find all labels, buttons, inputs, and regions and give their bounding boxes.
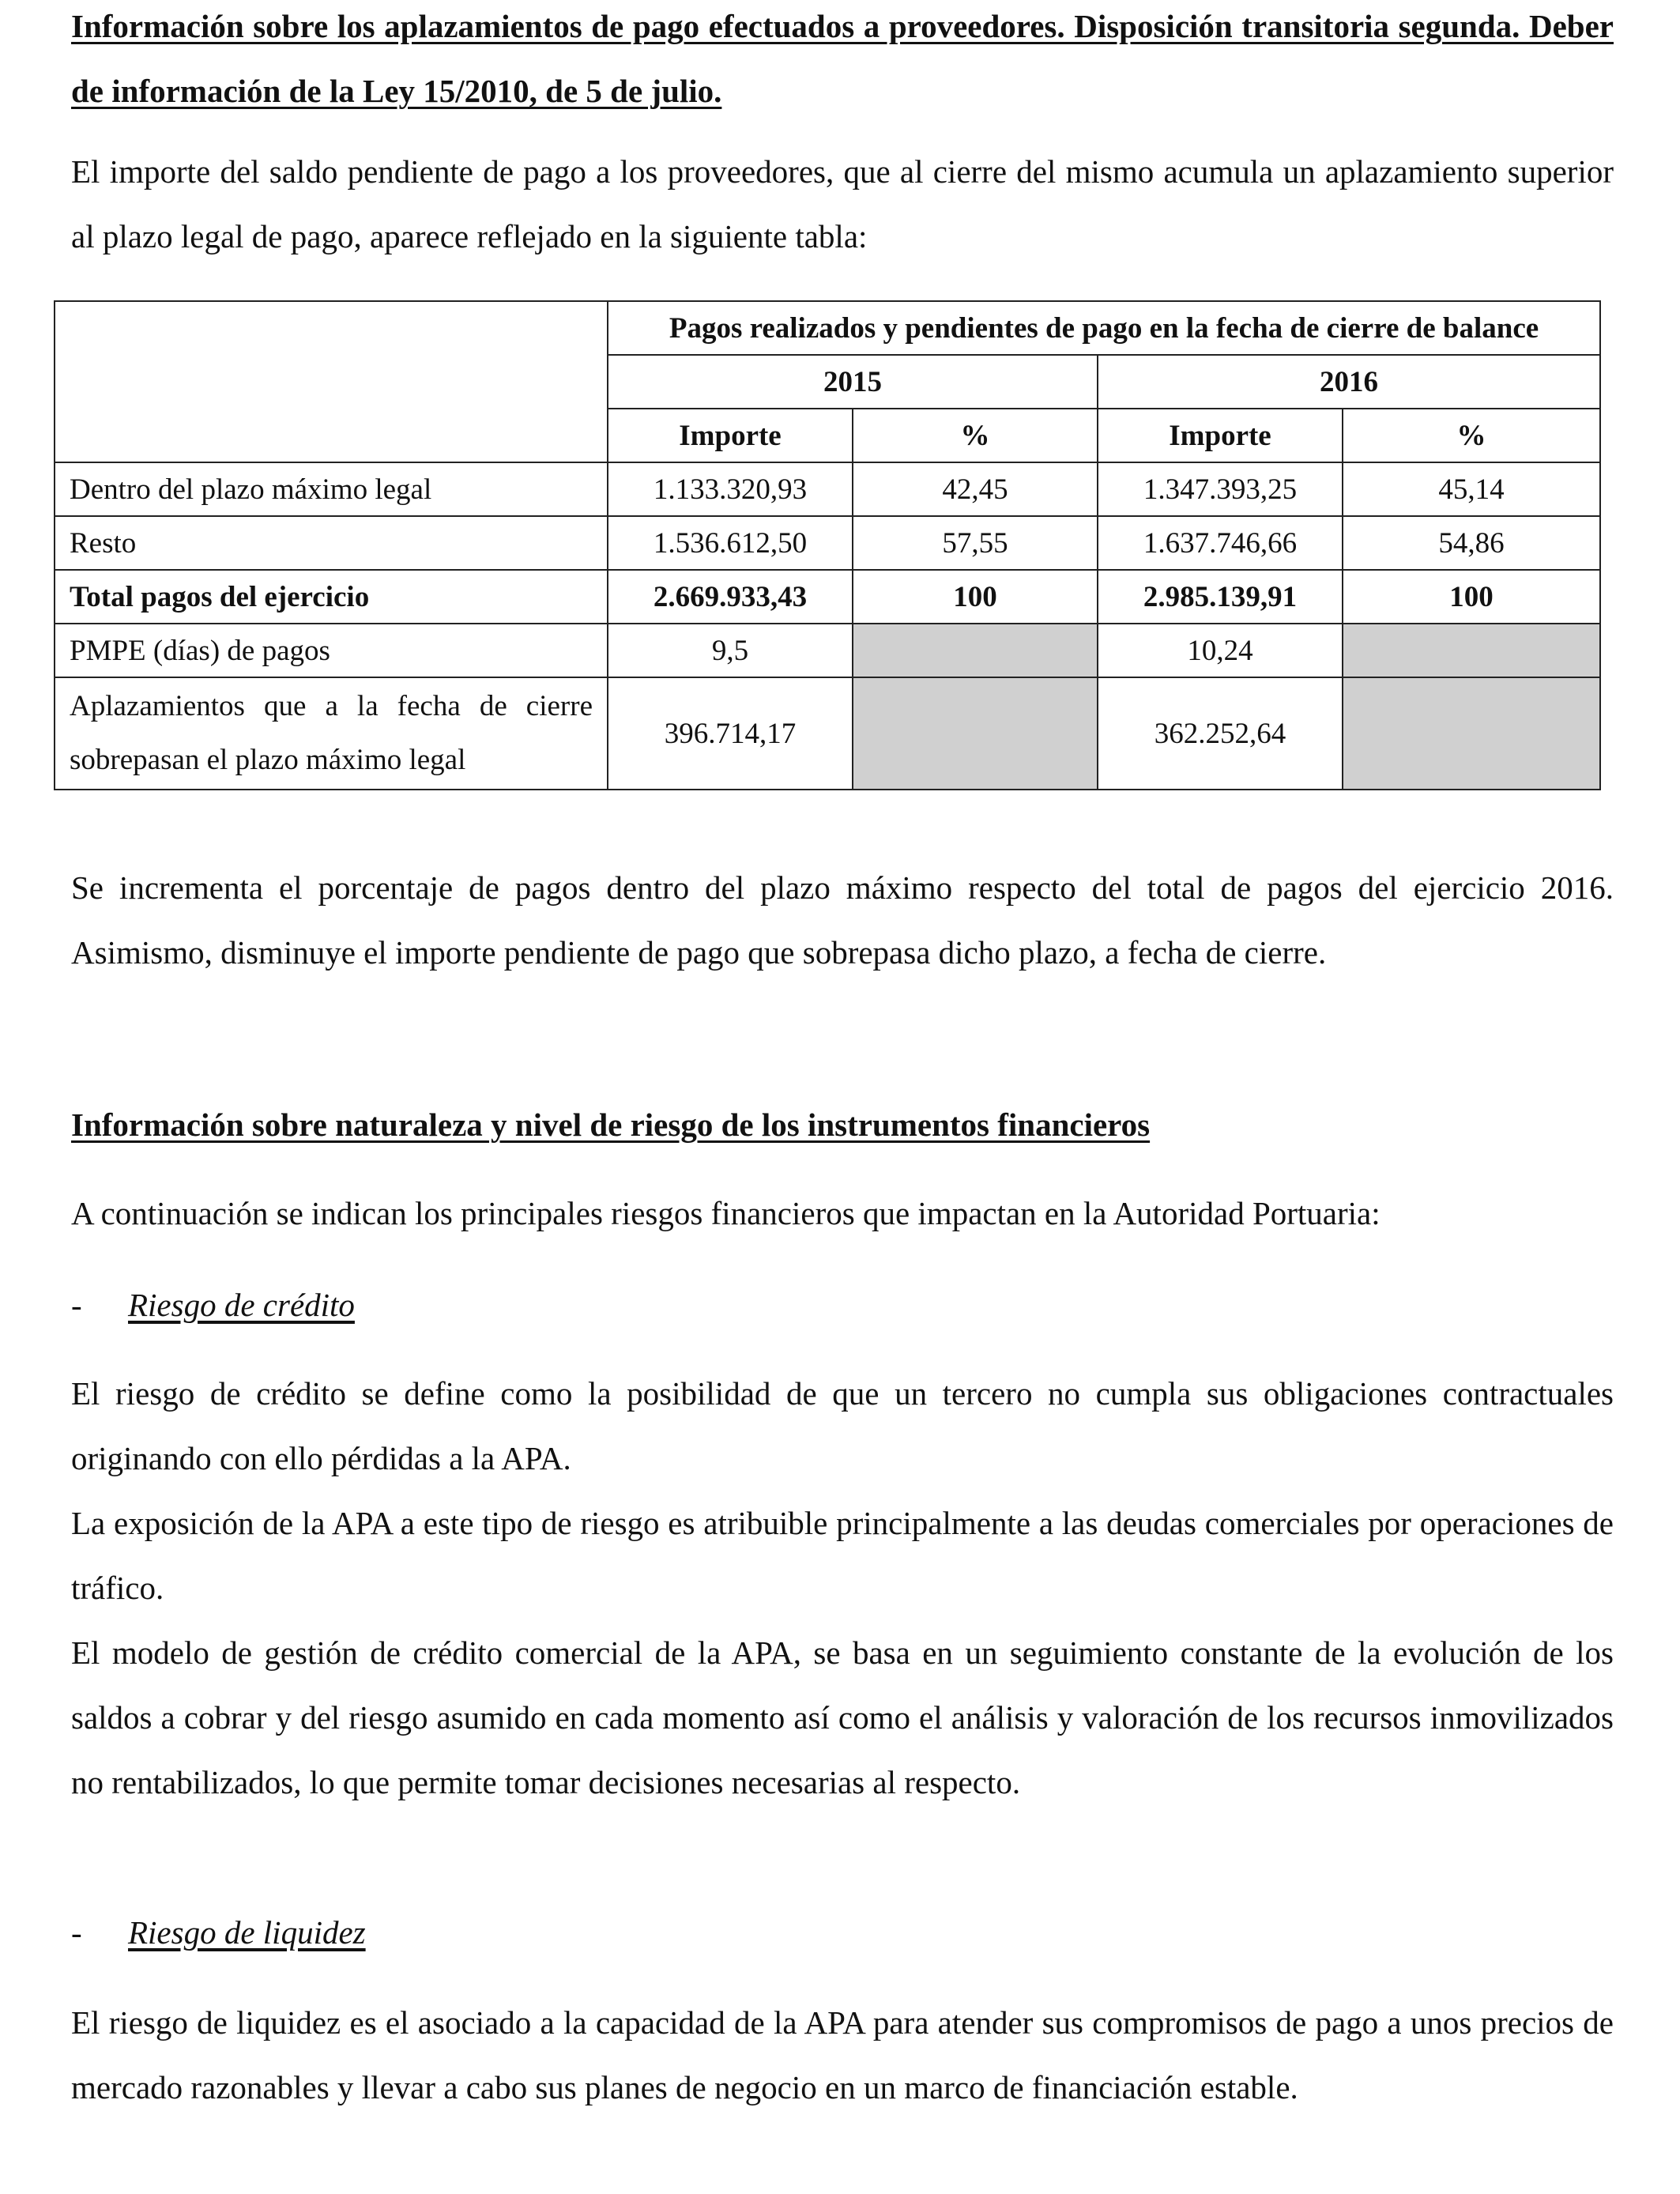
table-header-row (55, 301, 1600, 355)
cell-importe-2016: 2.985.139,91 (1098, 570, 1343, 624)
row-label: Aplazamientos que a la fecha de cierre sobrepasan el plazo máximo legal (55, 677, 608, 790)
row-label: Resto (55, 516, 608, 570)
payments-table (54, 300, 1601, 790)
cell-importe-2015: 1.536.612,50 (608, 516, 853, 570)
cell-importe-2015: 2.669.933,43 (608, 570, 853, 624)
col-importe-2015: Importe (608, 409, 853, 462)
year-2016: 2016 (1098, 355, 1600, 409)
cell-pct-2015: 57,55 (853, 516, 1098, 570)
table-row-total (55, 570, 1600, 624)
row-label: PMPE (días) de pagos (55, 624, 608, 677)
row-label: Total pagos del ejercicio (55, 570, 608, 624)
liquidity-paragraph-1: El riesgo de liquidez es el asociado a la capacidad de la APA para atender sus compromisos de pago a unos precios de mercado razonables y llevar a cabo sus planes de negocio en un marco de financiación estable. (71, 2004, 1614, 2105)
col-importe-2016: Importe (1098, 409, 1343, 462)
section-heading-payments: Información sobre los aplazamientos de pago efectuados a proveedores. Disposición transitoria segunda. Deber de información de la Ley 15/2010, de 5 de julio. (71, 8, 1614, 109)
col-pct-2016: % (1343, 409, 1600, 462)
shaded-cell (853, 624, 1098, 677)
shaded-cell (1343, 624, 1600, 677)
table-row (55, 624, 1600, 677)
cell-importe-2015: 9,5 (608, 624, 853, 677)
dash-marker: - (71, 1914, 82, 1951)
cell-importe-2015: 396.714,17 (608, 677, 853, 790)
intro-paragraph: El importe del saldo pendiente de pago a los proveedores, que al cierre del mismo acumula un aplazamiento superior al plazo legal de pago, aparece reflejado en la siguiente tabla: (71, 153, 1614, 254)
shaded-cell (1343, 677, 1600, 790)
row-label: Dentro del plazo máximo legal (55, 462, 608, 516)
empty-corner-cell (55, 301, 608, 462)
cell-pct-2016: 54,86 (1343, 516, 1600, 570)
cell-importe-2016: 10,24 (1098, 624, 1343, 677)
cell-pct-2016: 100 (1343, 570, 1600, 624)
cell-importe-2015: 1.133.320,93 (608, 462, 853, 516)
credit-paragraph-2: La exposición de la APA a este tipo de riesgo es atribuible principalmente a las deudas comerciales por operaciones de tráfico. (71, 1505, 1614, 1606)
cell-importe-2016: 1.637.746,66 (1098, 516, 1343, 570)
after-table-paragraph: Se incrementa el porcentaje de pagos dentro del plazo máximo respecto del total de pagos del ejercicio 2016. Asimismo, disminuye el importe pendiente de pago que sobrepasa dicho plazo, a fecha de cierre. (71, 869, 1614, 971)
dash-marker: - (71, 1287, 82, 1323)
cell-pct-2015: 100 (853, 570, 1098, 624)
credit-risk-title: Riesgo de crédito (128, 1287, 355, 1323)
risk-intro-paragraph: A continuación se indican los principales riesgos financieros que impactan en la Autoridad Portuaria: (71, 1195, 1381, 1231)
group-header: Pagos realizados y pendientes de pago en la fecha de cierre de balance (608, 301, 1600, 355)
cell-pct-2016: 45,14 (1343, 462, 1600, 516)
credit-paragraph-1: El riesgo de crédito se define como la posibilidad de que un tercero no cumpla sus obligaciones contractuales originando con ello pérdidas a la APA. (71, 1375, 1614, 1476)
year-2015: 2015 (608, 355, 1098, 409)
bullet-credit-risk (71, 1272, 355, 1337)
cell-importe-2016: 362.252,64 (1098, 677, 1343, 790)
cell-pct-2015: 42,45 (853, 462, 1098, 516)
table-row (55, 516, 1600, 570)
liquidity-risk-title: Riesgo de liquidez (128, 1914, 366, 1951)
credit-paragraph-3: El modelo de gestión de crédito comercial de la APA, se basa en un seguimiento constante de la evolución de los saldos a cobrar y del riesgo asumido en cada momento así como el análisis y valoración de los recursos inmovilizados no rentabilizados, lo que permite tomar decisiones necesarias al respecto. (71, 1634, 1614, 1800)
section-heading-risk: Información sobre naturaleza y nivel de riesgo de los instrumentos financieros (71, 1106, 1151, 1143)
cell-importe-2016: 1.347.393,25 (1098, 462, 1343, 516)
col-pct-2015: % (853, 409, 1098, 462)
table-row (55, 462, 1600, 516)
table-row (55, 677, 1600, 790)
bullet-liquidity-risk (71, 1900, 366, 1965)
shaded-cell (853, 677, 1098, 790)
